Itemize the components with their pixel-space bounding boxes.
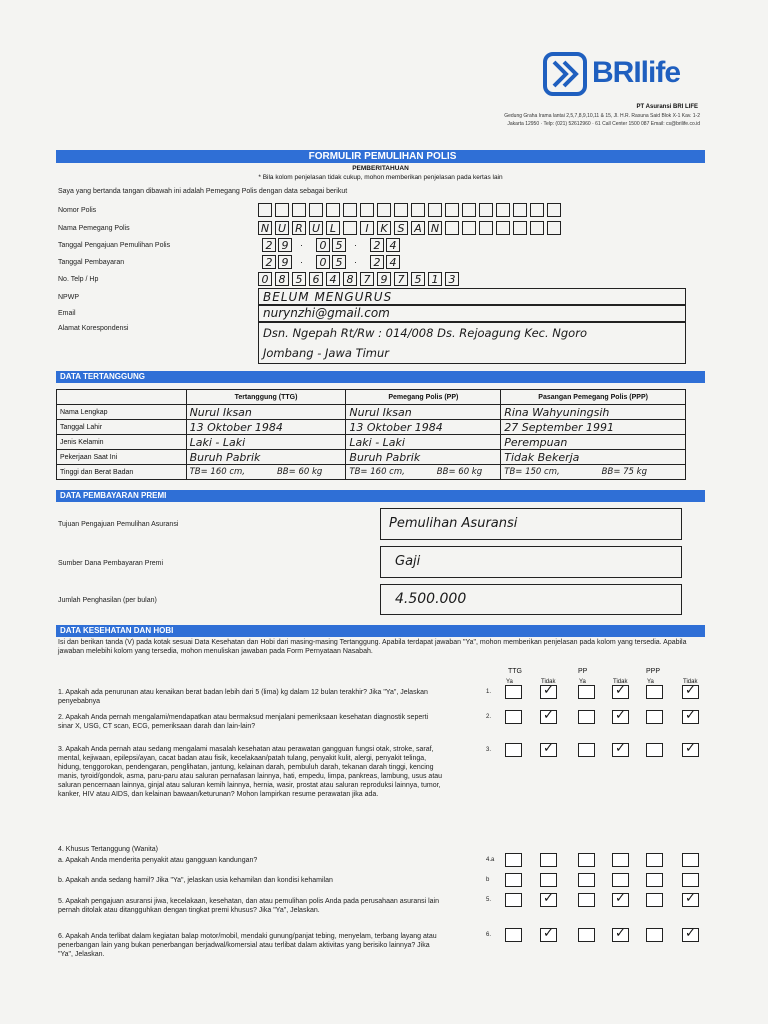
section-pembayaran: DATA PEMBAYARAN PREMI (56, 490, 705, 502)
char-box[interactable] (326, 203, 340, 217)
char-box[interactable] (394, 203, 408, 217)
telp-label: No. Telp / Hp (58, 276, 99, 283)
char-value: 7 (363, 273, 371, 286)
ya-checkbox[interactable] (578, 743, 595, 757)
date-digit: 4 (389, 256, 397, 269)
char-box[interactable] (445, 203, 459, 217)
ya-header: Ya (579, 679, 586, 685)
date-box[interactable] (316, 238, 330, 252)
penghasilan-label: Jumlah Penghasilan (per bulan) (58, 597, 157, 604)
char-box[interactable] (377, 221, 391, 235)
char-box[interactable] (309, 272, 323, 286)
date-box[interactable] (370, 238, 384, 252)
char-box[interactable] (275, 221, 289, 235)
char-box[interactable] (496, 221, 510, 235)
penghasilan-field[interactable] (380, 584, 682, 615)
tidak-checkbox[interactable] (540, 743, 557, 757)
tidak-checkbox[interactable] (682, 710, 699, 724)
char-box[interactable] (258, 221, 272, 235)
company-address-2: Jakarta 12950 · Telp: (021) 52612960 · 61 Call Center 1500 087 Email: cs@brilife.co.id (507, 121, 700, 127)
intro-text: Saya yang bertanda tangan dibawah ini adalah Pemegang Polis dengan data sebagai berikut (58, 188, 348, 195)
ya-checkbox[interactable] (505, 710, 522, 724)
char-box[interactable] (445, 272, 459, 286)
table-row (57, 450, 686, 465)
tgl-pengajuan-label: Tanggal Pengajuan Pemulihan Polis (58, 242, 171, 249)
ya-checkbox[interactable] (646, 853, 663, 867)
table-row (57, 465, 686, 480)
email-value: nurynzhi@gmail.com (263, 306, 390, 320)
nomor-polis-label: Nomor Polis (58, 207, 97, 214)
char-box[interactable] (258, 203, 272, 217)
tidak-checkbox[interactable] (612, 853, 629, 867)
ya-checkbox[interactable] (578, 685, 595, 699)
date-box[interactable] (332, 255, 346, 269)
row-label: Nama Lengkap (57, 405, 187, 420)
ya-header: Ya (647, 679, 654, 685)
char-box[interactable] (292, 221, 306, 235)
char-value: S (397, 222, 405, 235)
row-label: Tinggi dan Berat Badan (57, 465, 187, 480)
ya-checkbox[interactable] (646, 710, 663, 724)
form-title (56, 150, 705, 163)
tidak-checkbox[interactable] (540, 928, 557, 942)
char-box[interactable] (411, 272, 425, 286)
char-box[interactable] (496, 203, 510, 217)
char-value: 8 (346, 273, 354, 286)
penghasilan-value: 4.500.000 (395, 591, 467, 607)
question-text: 6. Apakah Anda terlibat dalam kegiatan balap motor/mobil, mendaki gunung/panjat tebing, menyelam, terbang layang atau penerbangan lain yang bukan penerbangan berjadwal/komersial atau terlibat dalam aktivitas yang berisiko lainnya? Jika "Ya", Jelaskan. (58, 933, 437, 958)
tujuan-value: Pemulihan Asuransi (389, 516, 518, 531)
npwp-value: BELUM MENGURUS (263, 290, 393, 304)
tidak-header: Tidak (541, 679, 556, 685)
tidak-checkbox[interactable] (612, 685, 629, 699)
char-box[interactable] (343, 272, 357, 286)
ya-checkbox[interactable] (505, 873, 522, 887)
ya-checkbox[interactable] (578, 873, 595, 887)
brand-name: BRIlife (592, 56, 681, 89)
char-box[interactable] (428, 221, 442, 235)
date-box[interactable] (278, 238, 292, 252)
ya-checkbox[interactable] (646, 685, 663, 699)
ya-checkbox[interactable] (505, 893, 522, 907)
tidak-checkbox[interactable] (540, 685, 557, 699)
date-box[interactable] (316, 255, 330, 269)
pp-nama[interactable]: Nurul Iksan (346, 405, 501, 420)
char-box[interactable] (513, 203, 527, 217)
char-box[interactable] (411, 203, 425, 217)
char-box[interactable] (292, 272, 306, 286)
char-box[interactable] (462, 203, 476, 217)
header-ppp: Pasangan Pemegang Polis (PPP) (501, 390, 686, 405)
char-box[interactable] (360, 272, 374, 286)
group-ttg: TTG (508, 668, 522, 675)
char-box[interactable] (428, 272, 442, 286)
date-digit: 0 (319, 256, 327, 269)
pp-pekerjaan[interactable]: Buruh Pabrik (346, 450, 501, 465)
date-box[interactable] (262, 238, 276, 252)
tidak-checkbox[interactable] (682, 685, 699, 699)
question-number: 6. (486, 932, 492, 938)
date-digit: 2 (265, 256, 273, 269)
question-text: 4. Khusus Tertanggung (Wanita) (58, 846, 159, 853)
char-box[interactable] (326, 221, 340, 235)
char-box[interactable] (343, 221, 357, 235)
char-box[interactable] (275, 272, 289, 286)
char-box[interactable] (547, 203, 561, 217)
char-box[interactable] (479, 221, 493, 235)
char-box[interactable] (258, 272, 272, 286)
char-box[interactable] (377, 203, 391, 217)
pp-bb: BB= 60 kg (436, 467, 483, 477)
tidak-checkbox[interactable] (612, 873, 629, 887)
tidak-checkbox[interactable] (682, 893, 699, 907)
alamat-field[interactable] (258, 322, 686, 364)
ppp-tb-bb[interactable] (501, 465, 686, 480)
question-number: 4.a (486, 857, 495, 863)
char-box[interactable] (479, 203, 493, 217)
char-value: 9 (380, 273, 388, 286)
ya-checkbox[interactable] (505, 853, 522, 867)
npwp-label: NPWP (58, 294, 79, 301)
char-box[interactable] (394, 221, 408, 235)
sumber-dana-field[interactable] (380, 546, 682, 578)
char-value: A (414, 222, 422, 235)
ya-checkbox[interactable] (578, 710, 595, 724)
char-value: 5 (414, 273, 422, 286)
tidak-checkbox[interactable] (682, 853, 699, 867)
question-text: a. Apakah Anda menderita penyakit atau gangguan kandungan? (58, 857, 258, 864)
question-text: b. Apakah anda sedang hamil? Jika "Ya", jelaskan usia kehamilan dan kondisi kehamilan (58, 877, 333, 884)
tidak-checkbox[interactable] (612, 743, 629, 757)
tidak-checkbox[interactable] (682, 743, 699, 757)
date-digit: 2 (373, 256, 381, 269)
date-box[interactable] (278, 255, 292, 269)
sumber-dana-label: Sumber Dana Pembayaran Premi (58, 560, 164, 567)
date-digit: 9 (281, 239, 289, 252)
ya-checkbox[interactable] (505, 685, 522, 699)
company-name: PT Asuransi BRI LIFE (636, 104, 698, 110)
question-number: 2. (486, 714, 492, 720)
date-digit: 9 (281, 256, 289, 269)
date-digit: 0 (319, 239, 327, 252)
nama-label: Nama Pemegang Polis (58, 225, 130, 232)
group-ppp: PPP (646, 668, 661, 675)
char-box[interactable] (360, 203, 374, 217)
char-value: N (260, 222, 270, 235)
group-pp: PP (578, 668, 588, 675)
ya-header: Ya (506, 679, 513, 685)
tidak-checkbox[interactable] (682, 928, 699, 942)
email-field[interactable] (258, 305, 686, 322)
char-box[interactable] (513, 221, 527, 235)
char-value: 8 (278, 273, 286, 286)
ppp-nama[interactable]: Rina Wahyuningsih (501, 405, 686, 420)
pp-tb-bb[interactable] (346, 465, 501, 480)
ttg-nama[interactable]: Nurul Iksan (186, 405, 346, 420)
date-box[interactable] (262, 255, 276, 269)
ya-checkbox[interactable] (578, 853, 595, 867)
question-text: 2. Apakah Anda pernah mengalami/mendapatkan atau bermaksud menjalani pemeriksaan kesehatan diagnostik seperti sinar X, USG, CT scan, ECG, pemeriksaan darah dan lain-lain? (58, 714, 429, 730)
pp-jenis-kelamin[interactable]: Laki - Laki (346, 435, 501, 450)
ya-checkbox[interactable] (505, 928, 522, 942)
tidak-header: Tidak (683, 679, 698, 685)
char-box[interactable] (343, 203, 357, 217)
header-pp: Pemegang Polis (PP) (346, 390, 501, 405)
header-ttg: Tertanggung (TTG) (186, 390, 346, 405)
char-value: K (380, 222, 388, 235)
ya-checkbox[interactable] (646, 743, 663, 757)
table-row (57, 420, 686, 435)
char-value: I (365, 222, 369, 235)
char-box[interactable] (360, 221, 374, 235)
ya-checkbox[interactable] (578, 928, 595, 942)
tertanggung-table (56, 389, 686, 480)
char-value: 6 (312, 273, 320, 286)
table-row (57, 405, 686, 420)
char-box[interactable] (326, 272, 340, 286)
char-box[interactable] (530, 221, 544, 235)
char-value: N (430, 222, 440, 235)
ttg-bb: BB= 60 kg (276, 467, 323, 477)
char-box[interactable] (309, 221, 323, 235)
date-box[interactable] (332, 238, 346, 252)
ppp-pekerjaan[interactable]: Tidak Bekerja (501, 450, 686, 465)
char-box[interactable] (377, 272, 391, 286)
tidak-checkbox[interactable] (540, 853, 557, 867)
char-value: 3 (448, 273, 456, 286)
date-digit: 4 (389, 239, 397, 252)
ttg-jenis-kelamin[interactable]: Laki - Laki (186, 435, 346, 450)
kesehatan-intro: Isi dan berikan tanda (V) pada kotak sesuai Data Kesehatan dan Hobi dari masing-masing Tertanggung. Apabila terdapat jawaban "Ya", mohon memberikan penjelasan pada kolom yang tersedia. Apabila jawaban melebihi kolom yang tersedia, mohon menuliskan jawaban pada Form Pernyataan Nasabah. (58, 639, 687, 655)
tidak-checkbox[interactable] (612, 928, 629, 942)
tidak-checkbox[interactable] (540, 873, 557, 887)
question-number: 3. (486, 747, 492, 753)
tidak-checkbox[interactable] (612, 710, 629, 724)
tujuan-field[interactable] (380, 508, 682, 540)
date-separator: · (300, 240, 303, 250)
char-box[interactable] (445, 221, 459, 235)
ttg-tb: TB= 160 cm, (189, 467, 246, 477)
char-box[interactable] (547, 221, 561, 235)
email-label: Email (58, 310, 76, 317)
tidak-checkbox[interactable] (682, 873, 699, 887)
tidak-checkbox[interactable] (540, 893, 557, 907)
form-title-text: FORMULIR PEMULIHAN POLIS (308, 151, 457, 162)
date-digit: 2 (265, 239, 273, 252)
ppp-bb: BB= 75 kg (601, 467, 647, 477)
question-text: 1. Apakah ada penurunan atau kenaikan berat badan lebih dari 5 (lima) kg dalam 12 bulan terakhir? Jika "Ya", Jelaskan penyebabnya (58, 689, 428, 705)
date-box[interactable] (386, 255, 400, 269)
ppp-jenis-kelamin[interactable]: Perempuan (501, 435, 686, 450)
question-number: 5. (486, 897, 492, 903)
tidak-header: Tidak (613, 679, 628, 685)
question-text: 3. Apakah Anda pernah atau sedang mengalami masalah kesehatan atau perawatan gangguan fungsi otak, stroke, saraf, mental, kejiwaan, epilepsi/ayan, cacat badan atau fisik, kecelakaan/patah tulang, penyakit kulit, alergi, penyakit telinga, hidung, tenggorokan, pendengaran, penglihatan, jantung, kelainan darah, pembuluh darah, tekanan darah tinggi, kencing manis, tyroid/gondok, asma, paru-paru atau saluran pernafasan lainnya, hati, empedu, limpa, pankreas, lambung, usus atau saluran pencernaan lainnya, ginjal atau saluran kemih lainnya, hernia, wasir, prostat atau saluran reproduksi lainnya, tumor, kanker, HIV atau AIDS, dan kelainan bawaan/keturunan? Mohon lampirkan resume perawatan jika ada. (58, 746, 443, 798)
char-box[interactable] (462, 221, 476, 235)
char-value: 1 (431, 273, 439, 286)
char-value: R (295, 222, 303, 235)
question-number: b (486, 877, 490, 883)
notice-title: PEMBERITAHUAN (352, 165, 409, 172)
company-address-1: Gedung Graha Irama lantai 2,5,7,8,9,10,11 & 15, Jl. H.R. Rasuna Said Blok X-1 Kav. 1-2 (504, 113, 700, 119)
char-box[interactable] (428, 203, 442, 217)
pp-tb: TB= 160 cm, (349, 467, 405, 477)
tertanggung-header-row (57, 390, 686, 405)
alamat-line1: Dsn. Ngepah Rt/Rw : 014/008 Ds. Rejoagung Kec. Ngoro (263, 326, 587, 340)
ppp-tb: TB= 150 cm, (504, 467, 560, 477)
char-value: 7 (397, 273, 405, 286)
date-box[interactable] (386, 238, 400, 252)
npwp-field[interactable] (258, 288, 686, 305)
brilife-logo-icon (547, 56, 583, 92)
ya-checkbox[interactable] (578, 893, 595, 907)
ttg-pekerjaan[interactable]: Buruh Pabrik (186, 450, 346, 465)
table-row (57, 435, 686, 450)
char-box[interactable] (275, 203, 289, 217)
date-separator: · (354, 257, 357, 267)
date-digit: 5 (335, 256, 343, 269)
tujuan-label: Tujuan Pengajuan Pemulihan Asuransi (58, 521, 179, 528)
alamat-label: Alamat Korespondensi (58, 325, 129, 332)
char-value: U (311, 222, 321, 235)
date-separator: · (300, 257, 303, 267)
ppp-tgl-lahir[interactable]: 27 September 1991 (501, 420, 686, 435)
notice-text: * Bila kolom penjelasan tidak cukup, mohon memberikan penjelasan pada kertas lain (258, 174, 503, 181)
char-value: 0 (261, 273, 269, 286)
char-box[interactable] (394, 272, 408, 286)
ya-checkbox[interactable] (646, 873, 663, 887)
section-tertanggung: DATA TERTANGGUNG (56, 371, 705, 383)
char-box[interactable] (292, 203, 306, 217)
char-box[interactable] (309, 203, 323, 217)
ttg-tgl-lahir[interactable]: 13 Oktober 1984 (186, 420, 346, 435)
pp-tgl-lahir[interactable]: 13 Oktober 1984 (346, 420, 501, 435)
char-value: 5 (295, 273, 303, 286)
char-value: L (329, 222, 337, 235)
alamat-line2: Jombang - Jawa Timur (263, 346, 390, 360)
date-separator: · (354, 240, 357, 250)
date-digit: 5 (335, 239, 343, 252)
ya-checkbox[interactable] (646, 928, 663, 942)
row-label: Tanggal Lahir (57, 420, 187, 435)
question-text: 5. Apakah pengajuan asuransi jiwa, kecelakaan, kesehatan, dan atau pemulihan polis Anda pada perusahaan asuransi lain pernah ditolak atau ditangguhkan dengan tingkat premi khusus? Jika "Ya", Jelaskan. (58, 898, 439, 914)
tidak-checkbox[interactable] (612, 893, 629, 907)
char-box[interactable] (530, 203, 544, 217)
question-number: 1. (486, 689, 492, 695)
brilife-logo (543, 52, 587, 96)
tgl-pembayaran-label: Tanggal Pembayaran (58, 259, 125, 266)
sumber-dana-value: Gaji (395, 554, 421, 569)
section-kesehatan: DATA KESEHATAN DAN HOBI (56, 625, 705, 637)
char-value: U (277, 222, 287, 235)
date-box[interactable] (370, 255, 384, 269)
row-label: Jenis Kelamin (57, 435, 187, 450)
header-cell (57, 390, 187, 405)
char-box[interactable] (411, 221, 425, 235)
date-digit: 2 (373, 239, 381, 252)
tidak-checkbox[interactable] (540, 710, 557, 724)
ya-checkbox[interactable] (646, 893, 663, 907)
row-label: Pekerjaan Saat Ini (57, 450, 187, 465)
ya-checkbox[interactable] (505, 743, 522, 757)
ttg-tb-bb[interactable] (186, 465, 346, 480)
char-value: 4 (329, 273, 337, 286)
